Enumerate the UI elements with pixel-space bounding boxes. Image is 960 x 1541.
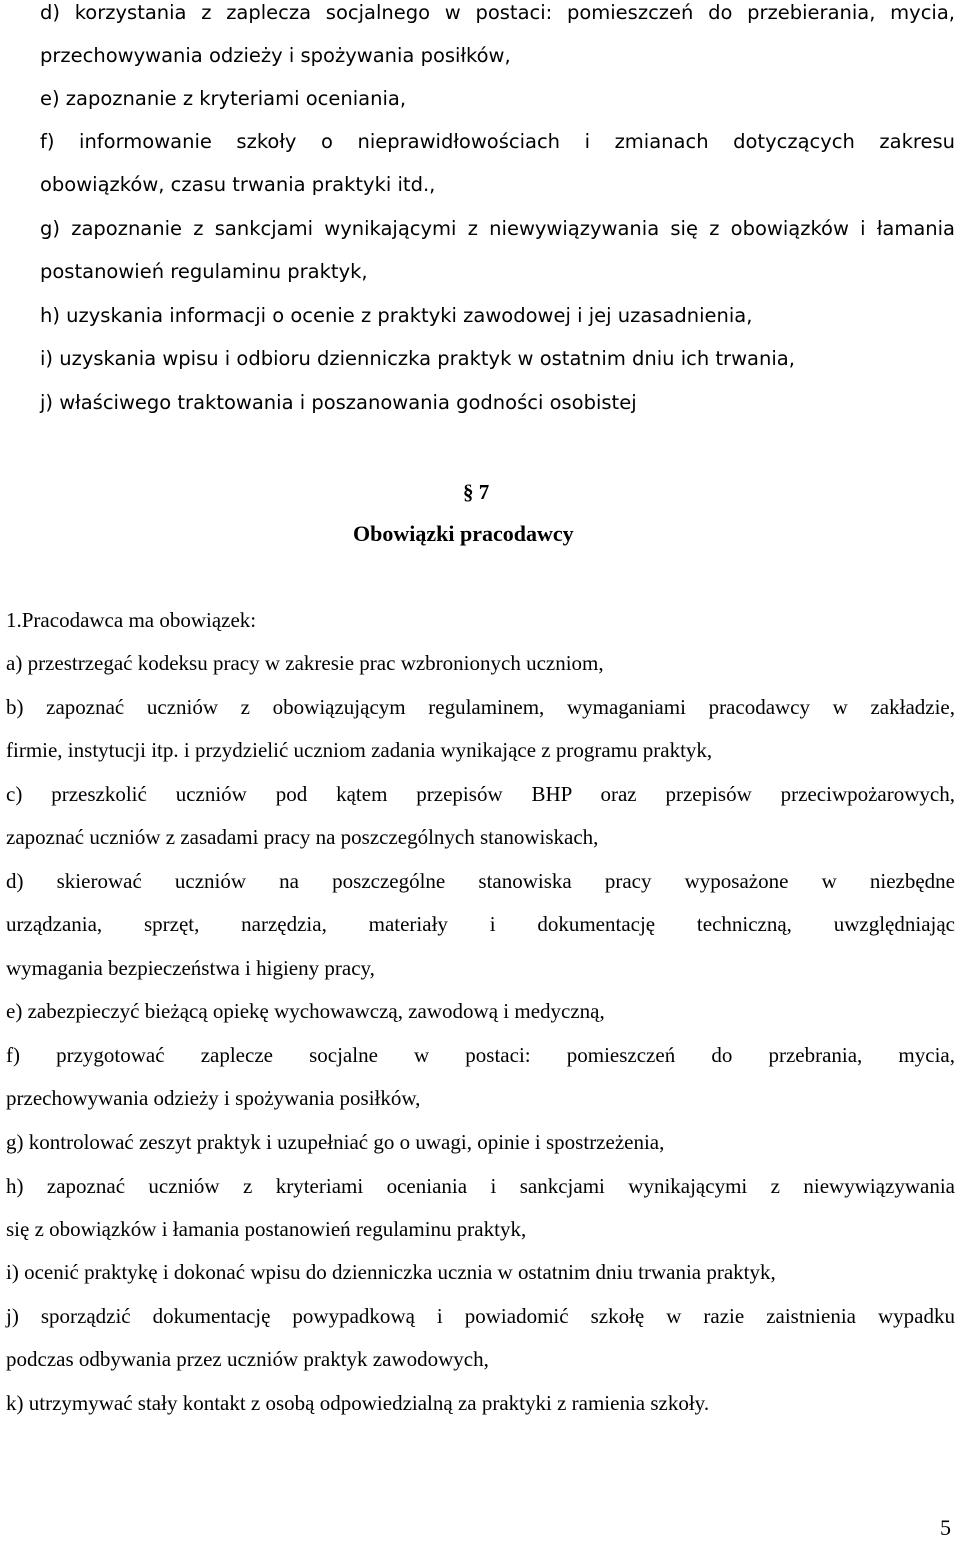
section-number (463, 479, 489, 505)
section-number-value: 7 (478, 480, 490, 504)
list-line: podczas odbywania przez uczniów praktyk zawodowych, (6, 1347, 489, 1371)
list-line: f) informowanie szkoły o nieprawidłowościach i zmianach dotyczących zakresu (40, 130, 955, 153)
list-line: i) ocenić praktykę i dokonać wpisu do dzienniczka ucznia w ostatnim dniu trwania praktyk, (6, 1260, 776, 1284)
list-line: się z obowiązków i łamania postanowień regulaminu praktyk, (6, 1217, 527, 1241)
list-line: wymagania bezpieczeństwa i higieny pracy, (6, 956, 375, 980)
list-line: f) przygotować zaplecze socjalne w postaci: pomieszczeń do przebrania, mycia, (6, 1043, 955, 1067)
list-line: j) sporządzić dokumentację powypadkową i powiadomić szkołę w razie zaistnienia wypadku (6, 1304, 955, 1328)
list-line: j) właściwego traktowania i poszanowania godności osobistej (40, 391, 637, 414)
list-line: h) zapoznać uczniów z kryteriami oceniania i sankcjami wynikającymi z niewywiązywania (6, 1174, 955, 1198)
list-line: postanowień regulaminu praktyk, (40, 260, 368, 283)
list-line: b) zapoznać uczniów z obowiązującym regulaminem, wymaganiami pracodawcy w zakładzie, (6, 695, 955, 719)
list-line: c) przeszkolić uczniów pod kątem przepisów BHP oraz przepisów przeciwpożarowych, (6, 782, 955, 806)
list-line: e) zapoznanie z kryteriami oceniania, (40, 87, 407, 110)
page-number: 5 (940, 1515, 951, 1540)
section-symbol: § (463, 480, 474, 504)
list-line: i) uzyskania wpisu i odbioru dzienniczka praktyk w ostatnim dniu ich trwania, (40, 347, 795, 370)
list-line: g) kontrolować zeszyt praktyk i uzupełniać go o uwagi, opinie i spostrzeżenia, (6, 1130, 665, 1154)
list-line: zapoznać uczniów z zasadami pracy na poszczególnych stanowiskach, (6, 825, 599, 849)
list-line: przechowywania odzieży i spożywania posiłków, (40, 44, 511, 67)
list-line: d) korzystania z zaplecza socjalnego w postaci: pomieszczeń do przebierania, mycia, (40, 1, 955, 24)
list-line: a) przestrzegać kodeksu pracy w zakresie prac wzbronionych uczniom, (6, 651, 604, 675)
list-line: d) skierować uczniów na poszczególne stanowiska pracy wyposażone w niezbędne (6, 869, 955, 893)
section-title: Obowiązki pracodawcy (353, 521, 574, 546)
list-line: h) uzyskania informacji o ocenie z praktyki zawodowej i jej uzasadnienia, (40, 304, 753, 327)
list-line: firmie, instytucji itp. i przydzielić uczniom zadania wynikające z programu praktyk, (6, 738, 713, 762)
list-line: 1.Pracodawca ma obowiązek: (6, 608, 257, 632)
list-line: obowiązków, czasu trwania praktyki itd., (40, 173, 436, 196)
list-line: przechowywania odzieży i spożywania posiłków, (6, 1086, 421, 1110)
list-line: urządzania, sprzęt, narzędzia, materiały i dokumentację techniczną, uwzględniając (6, 912, 955, 936)
list-line: e) zabezpieczyć bieżącą opiekę wychowawczą, zawodową i medyczną, (6, 999, 605, 1023)
list-line: k) utrzymywać stały kontakt z osobą odpowiedzialną za praktyki z ramienia szkoły. (6, 1391, 710, 1415)
list-line: g) zapoznanie z sankcjami wynikającymi z niewywiązywania się z obowiązków i łamania (40, 217, 955, 240)
